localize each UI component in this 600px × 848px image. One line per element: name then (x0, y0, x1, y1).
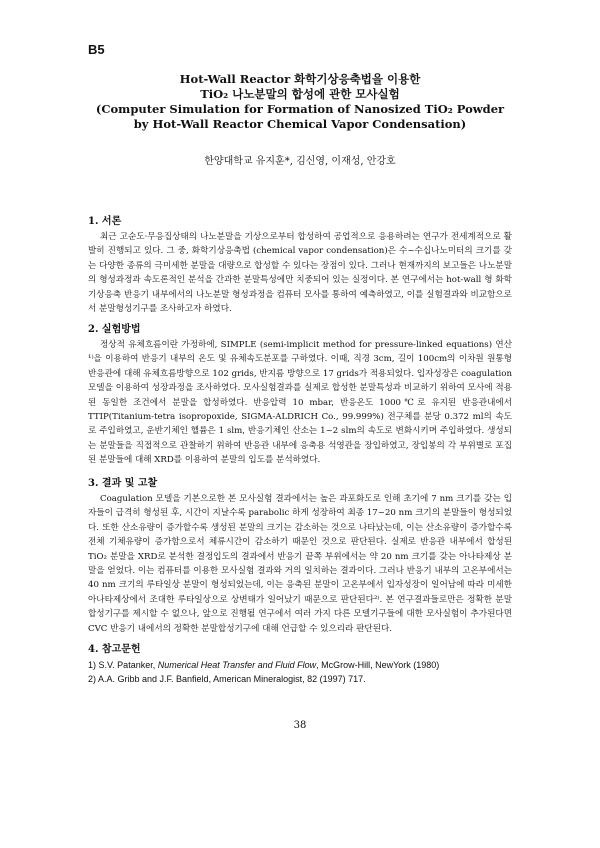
section-body: 정상적 유체흐름이란 가정하에, SIMPLE (semi-implicit method for pressure-linked equations) 연산¹⁾을 이용하여 반응기 내부의 온도 및 유체속도분포를 구하였다. 이때, 직경 3cm, 길이 100cm의 이차원 원통형 반응관에 대해 유체흐름방향으로 102 grids, 반지름 방향으로 17 grids가 적용되었다. 입자성장은 coagulation 모델을 이용하여 성장과정을 조사하였다. 모사실험결과를 실제로 합성한 분말특성과 비교하기 위하여 모사에 적용된 동일한 조건에서 분말을 합성하였다. 반응압력 10 mbar, 반응온도 1000℃로 유지된 반응관내에서 TTIP(Titanium-tetra isopropoxide, SIGMA-ALDRICH Co., 99.999%) 전구체를 분당 0.372 ml의 속도로 주입하였고, 운반기체인 헬륨은 1 slm, 반응기체인 산소는 1~2 slm의 속도로 변화시키며 주입하였다. 생성되는 분말들을 직접적으로 관찰하기 위하여 반응관 내부에 응축용 석영관을 장입하였고, 장입봉의 각 부위별로 포집된 분말들에 대해 XRD를 이용하여 분말의 입도를 분석하였다. (88, 340, 512, 466)
section-introduction (88, 212, 512, 316)
section-heading: 2. 실험방법 (88, 324, 141, 335)
page-number: 38 (293, 720, 307, 731)
section-methods (88, 320, 512, 468)
title-korean-line1: Hot-Wall Reactor 화학기상응축법을 이용한 (179, 72, 421, 86)
title-english-line1: (Computer Simulation for Formation of Nanosized TiO₂ Powder (95, 102, 505, 116)
reference-item: 2) A.A. Gribb and J.F. Banfield, American Mineralogist, 82 (1997) 717. (88, 674, 366, 684)
section-results (88, 474, 512, 636)
abstract-code: B5 (88, 42, 105, 57)
section-heading: 4. 참고문헌 (88, 644, 141, 655)
title-korean-line2: TiO₂ 나노분말의 합성에 관한 모사실험 (200, 87, 400, 101)
reference-list (88, 658, 512, 686)
section-heading: 1. 서론 (88, 216, 122, 227)
author-line: 한양대학교 유지훈*, 김신영, 이재성, 안강호 (204, 156, 396, 167)
section-body: Coagulation 모델을 기본으로한 본 모사실험 결과에서는 높은 과포화도로 인해 초기에 7 nm 크기를 갖는 입자들이 급격히 형성된 후, 시간이 지날수록 parabolic 하게 성장하여 최종 17~20 nm 크기의 분말들이 형성되었다. 또한 산소유량이 증가할수록 생성된 분말의 크기는 감소하는 것으로 나타났는데, 이는 산소유량이 증가할수록 전체 기체유량이 증가함으로서 체류시간이 감소하기 때문인 것으로 판단된다. 실제로 반응관 내부에서 합성된 TiO₂ 분말을 XRD로 분석한 결정입도의 결과에서 반응기 끝쪽 부위에서는 약 20 nm 크기를 갖는 아나타제상 분말을 얻었다. 이는 컴퓨터를 이용한 모사실험 결과와 거의 일치하는 결과이다. 그러나 반응기 내부의 고온부에서는 40 nm 크기의 루타일상 분말이 형성되었는데, 이는 응축된 분말이 고온부에서 입자성장이 일어남에 따라 미세한 아나타제상에서 조대한 루타일상으로 상변태가 일어났기 때문으로 판단된다²⁾. 본 연구결과들로만은 정확한 분말합성기구를 제시할 수 없으나, 앞으로 진행될 연구에서 여러 가지 다른 모델기구들에 대한 모사실험이 추가된다면 CVC 반응기 내에서의 정확한 분말합성기구에 대해 언급할 수 있으리라 판단된다. (88, 494, 512, 634)
title-block (80, 72, 520, 132)
section-body: 최근 고순도·무응집상태의 나노분말을 기상으로부터 합성하여 공업적으로 응용하려는 연구가 전세계적으로 활발히 진행되고 있다. 그 중, 화학기상응축법 (chemical vapor condensation)은 수~수십나노미터의 크기를 갖는 다양한 종류의 극미세한 분말을 대량으로 합성할 수 있다는 장점이 있다. 그러나 현재까지의 보고들은 나노분말의 형성과정과 속도론적인 분석을 간과한 분말특성에만 치중되어 있는 실정이다. 본 연구에서는 hot-wall 형 화학기상응축 반응기 내부에서의 나노분말 형성과정을 컴퓨터 모사를 통하여 예측하였고, 이를 실험결과와 비교함으로서 분말형성기구를 조사하고자 하였다. (88, 232, 512, 315)
title-english-line2: by Hot-Wall Reactor Chemical Vapor Condensation) (133, 117, 467, 131)
section-heading: 3. 결과 및 고찰 (88, 478, 158, 489)
section-references (88, 640, 512, 686)
reference-item: 1) S.V. Patanker, Numerical Heat Transfer and Fluid Flow, McGrow-Hill, NewYork (1980) (88, 660, 440, 670)
